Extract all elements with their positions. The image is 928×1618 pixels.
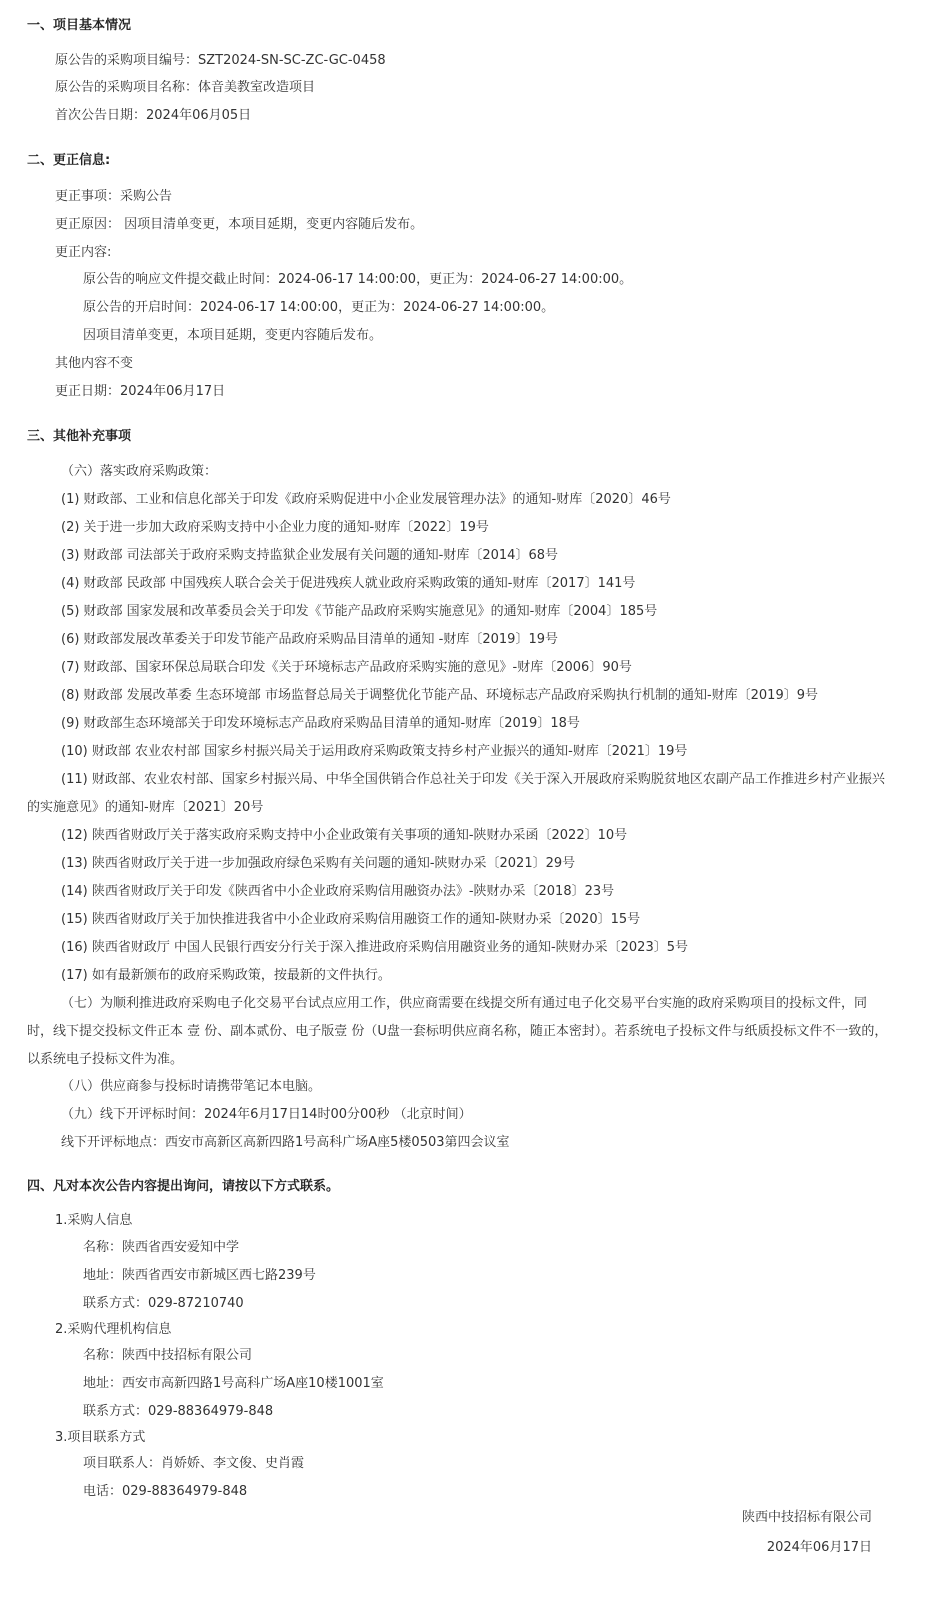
section4-heading: 四、凡对本次公告内容提出询问，请按以下方式联系。: [27, 1179, 340, 1194]
policy-item: (4) 财政部 民政部 中国残疾人联合会关于促进残疾人就业政府采购政策的通知-财库〔2017〕141号: [61, 576, 636, 591]
policy-item: (14) 陕西省财政厅关于印发《陕西省中小企业政府采购信用融资办法》-陕财办采〔2018〕23号: [61, 884, 615, 899]
policy-title: （六）落实政府采购政策：: [61, 464, 218, 479]
agency-title: 2.采购代理机构信息: [55, 1322, 172, 1337]
policy-item: (13) 陕西省财政厅关于进一步加强政府绿色采购有关问题的通知-陕财办采〔2021〕29号: [61, 856, 576, 871]
policy-item: (12) 陕西省财政厅关于落实政府采购支持中小企业政策有关事项的通知-陕财办采函〔2022〕10号: [61, 828, 628, 843]
item-9-bid-opening-time: （九）线下开评标时间：2024年6月17日14时00分00秒 （北京时间）: [61, 1107, 472, 1122]
purchaser-title: 1.采购人信息: [55, 1213, 133, 1228]
section3-heading: 三、其他补充事项: [27, 429, 132, 444]
section1-heading: 一、项目基本情况: [27, 18, 132, 33]
footer-date: 2024年06月17日: [766, 1540, 872, 1555]
correction-date: 更正日期：2024年06月17日: [55, 384, 226, 399]
policy-item: (17) 如有最新颁布的政府采购政策，按最新的文件执行。: [61, 968, 391, 983]
purchaser-name: 名称：陕西省西安爱知中学: [83, 1240, 240, 1255]
policy-item: (9) 财政部生态环境部关于印发环境标志产品政府采购品目清单的通知-财库〔2019〕18号: [61, 716, 580, 731]
policy-item: (2) 关于进一步加大政府采购支持中小企业力度的通知-财库〔2022〕19号: [61, 520, 489, 535]
other-unchanged: 其他内容不变: [55, 356, 134, 371]
agency-name: 名称：陕西中技招标有限公司: [83, 1348, 253, 1363]
policy-item-11: (11) 财政部、农业农村部、国家乡村振兴局、中华全国供销合作总社关于印发《关于深入开展政府采购脱贫地区农副产品工作推进乡村产业振兴的实施意见》的通知-财库〔2021〕20号: [27, 772, 885, 815]
project-name: 原公告的采购项目名称：体音美教室改造项目: [55, 80, 316, 95]
policy-item: (15) 陕西省财政厅关于加快推进我省中小企业政府采购信用融资工作的通知-陕财办采〔2020〕15号: [61, 912, 641, 927]
agency-address: 地址：西安市高新四路1号高科广场A座10楼1001室: [83, 1376, 384, 1391]
policy-item: (10) 财政部 农业农村部 国家乡村振兴局关于运用政府采购政策支持乡村产业振兴的通知-财库〔2021〕19号: [61, 744, 688, 759]
correction-content-line: 原公告的开启时间：2024-06-17 14:00:00，更正为：2024-06-27 14:00:00。: [83, 300, 555, 315]
purchaser-address: 地址：陕西省西安市新城区西七路239号: [83, 1268, 316, 1283]
item-8-laptop: （八）供应商参与投标时请携带笔记本电脑。: [61, 1079, 322, 1094]
agency-phone: 联系方式：029-88364979-848: [83, 1404, 274, 1419]
policy-item: (16) 陕西省财政厅 中国人民银行西安分行关于深入推进政府采购信用融资业务的通知-陕财办采〔2023〕5号: [61, 940, 688, 955]
contact-persons: 项目联系人：肖娇娇、李文俊、史肖霞: [83, 1456, 305, 1471]
item-7-electronic-bidding: （七）为顺利推进政府采购电子化交易平台试点应用工作，供应商需要在线提交所有通过电子化交易平台实施的政府采购项目的投标文件，同时，线下提交投标文件正本 壹 份、副本贰份、电子版壹 份（U盘一套标明供应商名称，随正本密封）。若系统电子投标文件与纸质投标文件不一致的，以系统电子投标文件为准。: [27, 996, 888, 1067]
purchaser-phone: 联系方式：029-87210740: [83, 1296, 244, 1311]
policy-item: (1) 财政部、工业和信息化部关于印发《政府采购促进中小企业发展管理办法》的通知-财库〔2020〕46号: [61, 492, 671, 507]
correction-item: 更正事项：采购公告: [55, 189, 173, 204]
first-announcement-date: 首次公告日期：2024年06月05日: [55, 108, 252, 123]
correction-content-line: 原公告的响应文件提交截止时间：2024-06-17 14:00:00，更正为：2024-06-27 14:00:00。: [83, 272, 633, 287]
section2-heading: 二、更正信息:: [27, 153, 111, 168]
policy-item: (7) 财政部、国家环保总局联合印发《关于环境标志产品政府采购实施的意见》-财库〔2006〕90号: [61, 660, 632, 675]
project-number: 原公告的采购项目编号：SZT2024-SN-SC-ZC-GC-0458: [55, 53, 386, 68]
correction-content-line: 因项目清单变更，本项目延期，变更内容随后发布。: [83, 328, 383, 343]
correction-reason: 更正原因： 因项目清单变更，本项目延期，变更内容随后发布。: [55, 217, 424, 232]
policy-item: (5) 财政部 国家发展和改革委员会关于印发《节能产品政府采购实施意见》的通知-财库〔2004〕185号: [61, 604, 658, 619]
policy-item: (3) 财政部 司法部关于政府采购支持监狱企业发展有关问题的通知-财库〔2014〕68号: [61, 548, 558, 563]
footer-company: 陕西中技招标有限公司: [741, 1510, 872, 1525]
contact-title: 3.项目联系方式: [55, 1430, 146, 1445]
policy-item: (6) 财政部发展改革委关于印发节能产品政府采购品目清单的通知 -财库〔2019〕19号: [61, 632, 558, 647]
correction-content-label: 更正内容:: [55, 245, 112, 260]
contact-phone: 电话：029-88364979-848: [83, 1484, 248, 1499]
bid-opening-place: 线下开评标地点：西安市高新区高新四路1号高科广场A座5楼0503第四会议室: [61, 1135, 510, 1150]
policy-item: (8) 财政部 发展改革委 生态环境部 市场监督总局关于调整优化节能产品、环境标志产品政府采购执行机制的通知-财库〔2019〕9号: [61, 688, 818, 703]
